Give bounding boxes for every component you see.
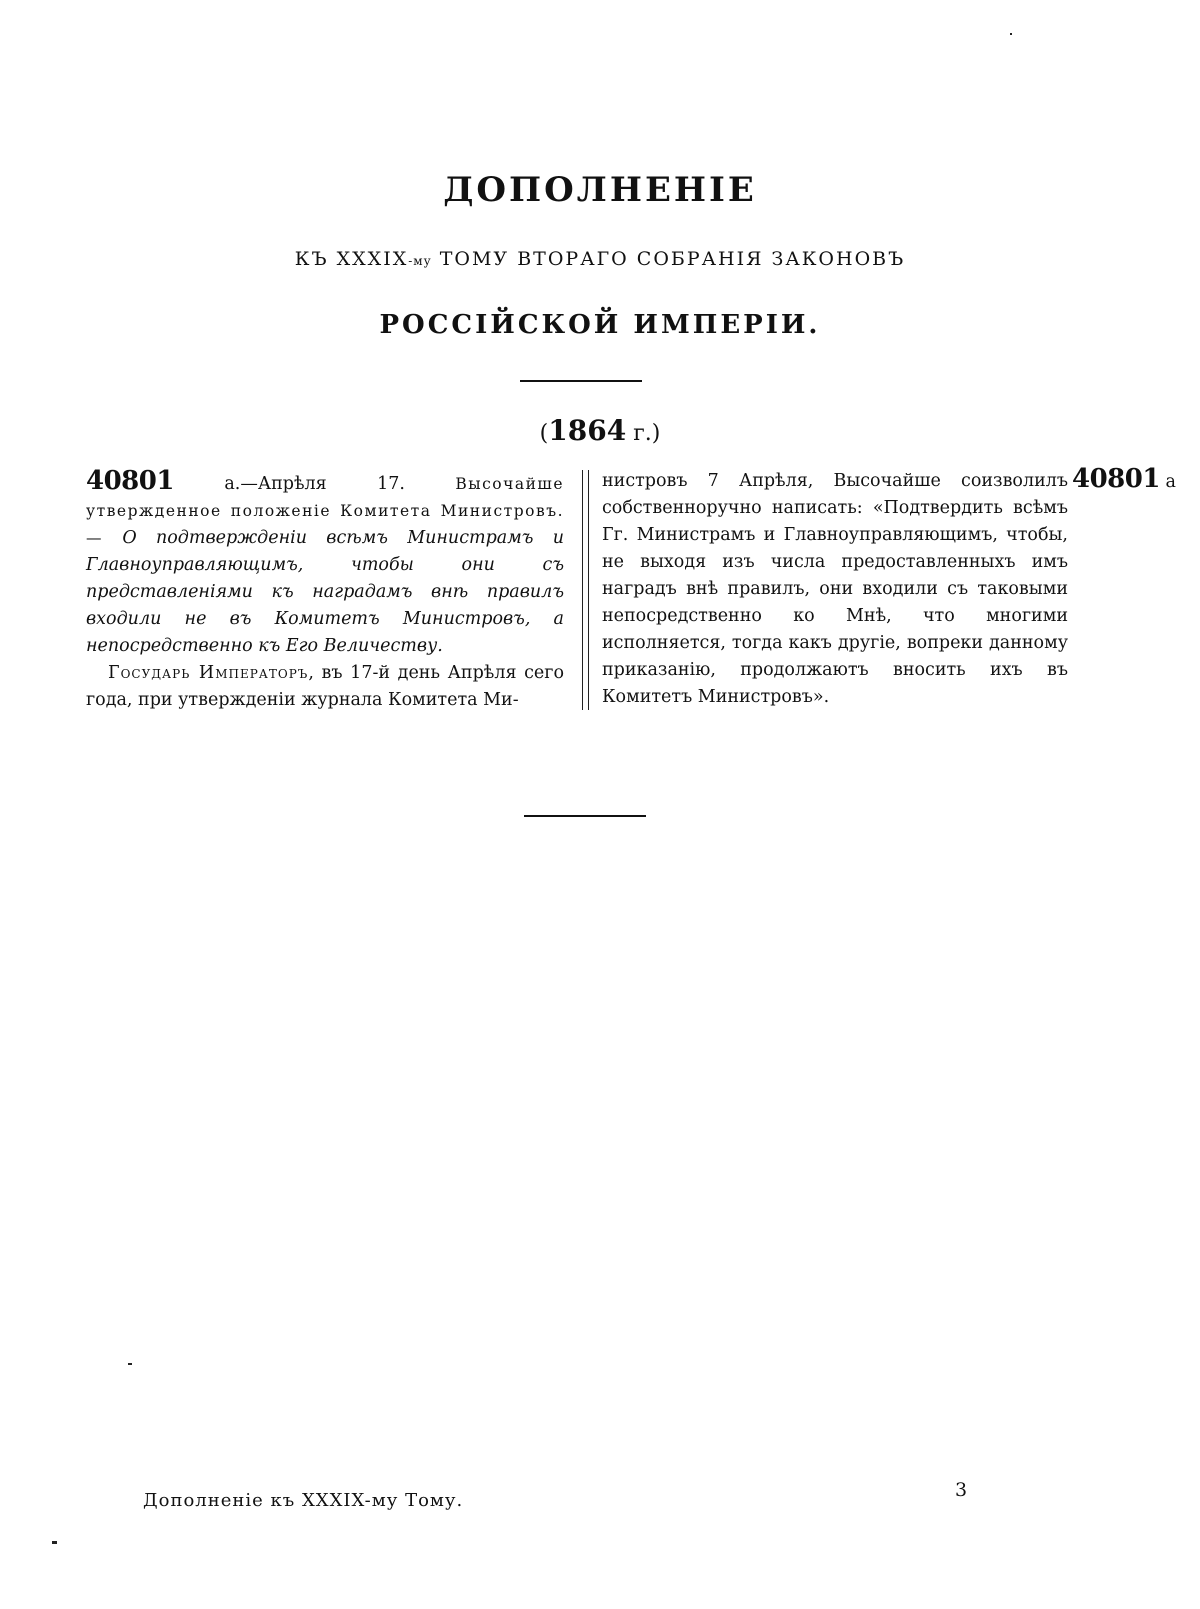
page-subtitle-empire: РОССІЙСКОЙ ИМПЕРІИ. bbox=[379, 310, 821, 340]
entry-header bbox=[86, 468, 564, 660]
subtitle-part-a: КЪ XXXIX bbox=[294, 248, 409, 270]
year-number: 1864 bbox=[548, 414, 627, 447]
entry-heading: Высочайше утвержденное положеніе Комитета Министровъ.— bbox=[86, 475, 564, 547]
right-column-text: нистровъ 7 Апрѣля, Высочайше соизволилъ собственноручно написать: «Подтвердить всѣмъ Гг. Министрамъ и Главноуправляющимъ, чтобы, не выходя изъ числа предоставленныхъ имъ наградъ внѣ правилъ, они входили съ таковыми непосредственно ко Мнѣ, что многими исполняется, тогда какъ другіе, вопреки данному приказанію, продолжаютъ вносить ихъ въ Комитетъ Министровъ». bbox=[602, 471, 1068, 707]
entry-number: 40801 bbox=[86, 466, 174, 496]
year-open: ( bbox=[539, 421, 549, 446]
entry-summary: О подтвержденіи всѣмъ Министрамъ и Главноуправляющимъ, чтобы они съ представленіями къ наградамъ внѣ правилъ входили не въ Комитетъ Министровъ, а непосредственно къ Его Величеству. bbox=[86, 528, 564, 656]
paragraph-text: , въ 17-й день Апрѣля сего года, при утвержденіи журнала Комитета Ми- bbox=[86, 663, 564, 710]
margin-entry-number bbox=[1072, 464, 1176, 494]
entry-date: а.—Апрѣля 17. bbox=[173, 474, 456, 494]
margin-number: 40801 bbox=[1072, 464, 1160, 494]
left-column bbox=[86, 468, 564, 714]
page-subtitle bbox=[0, 248, 1200, 270]
subtitle-small: -му bbox=[408, 254, 432, 268]
footer-title: Дополненіе къ XXXIX-му Тому. bbox=[143, 1490, 464, 1511]
subtitle-part-b: ТОМУ ВТОРАГО СОБРАНІЯ ЗАКОНОВЪ bbox=[431, 248, 906, 270]
page-number: 3 bbox=[955, 1479, 968, 1501]
end-divider bbox=[524, 815, 646, 817]
year-heading bbox=[0, 414, 1200, 447]
title-divider bbox=[520, 380, 642, 382]
right-column bbox=[602, 468, 1068, 711]
scan-speck bbox=[52, 1541, 57, 1544]
entry-paragraph bbox=[86, 660, 564, 714]
scan-speck bbox=[128, 1363, 132, 1365]
page-title: ДОПОЛНЕНІЕ bbox=[443, 170, 757, 210]
scan-speck bbox=[1010, 33, 1012, 35]
year-rest: г.) bbox=[626, 421, 661, 446]
paragraph-lead: Государь Императоръ bbox=[108, 663, 309, 683]
column-divider bbox=[582, 470, 589, 710]
margin-suffix: а bbox=[1159, 472, 1176, 492]
